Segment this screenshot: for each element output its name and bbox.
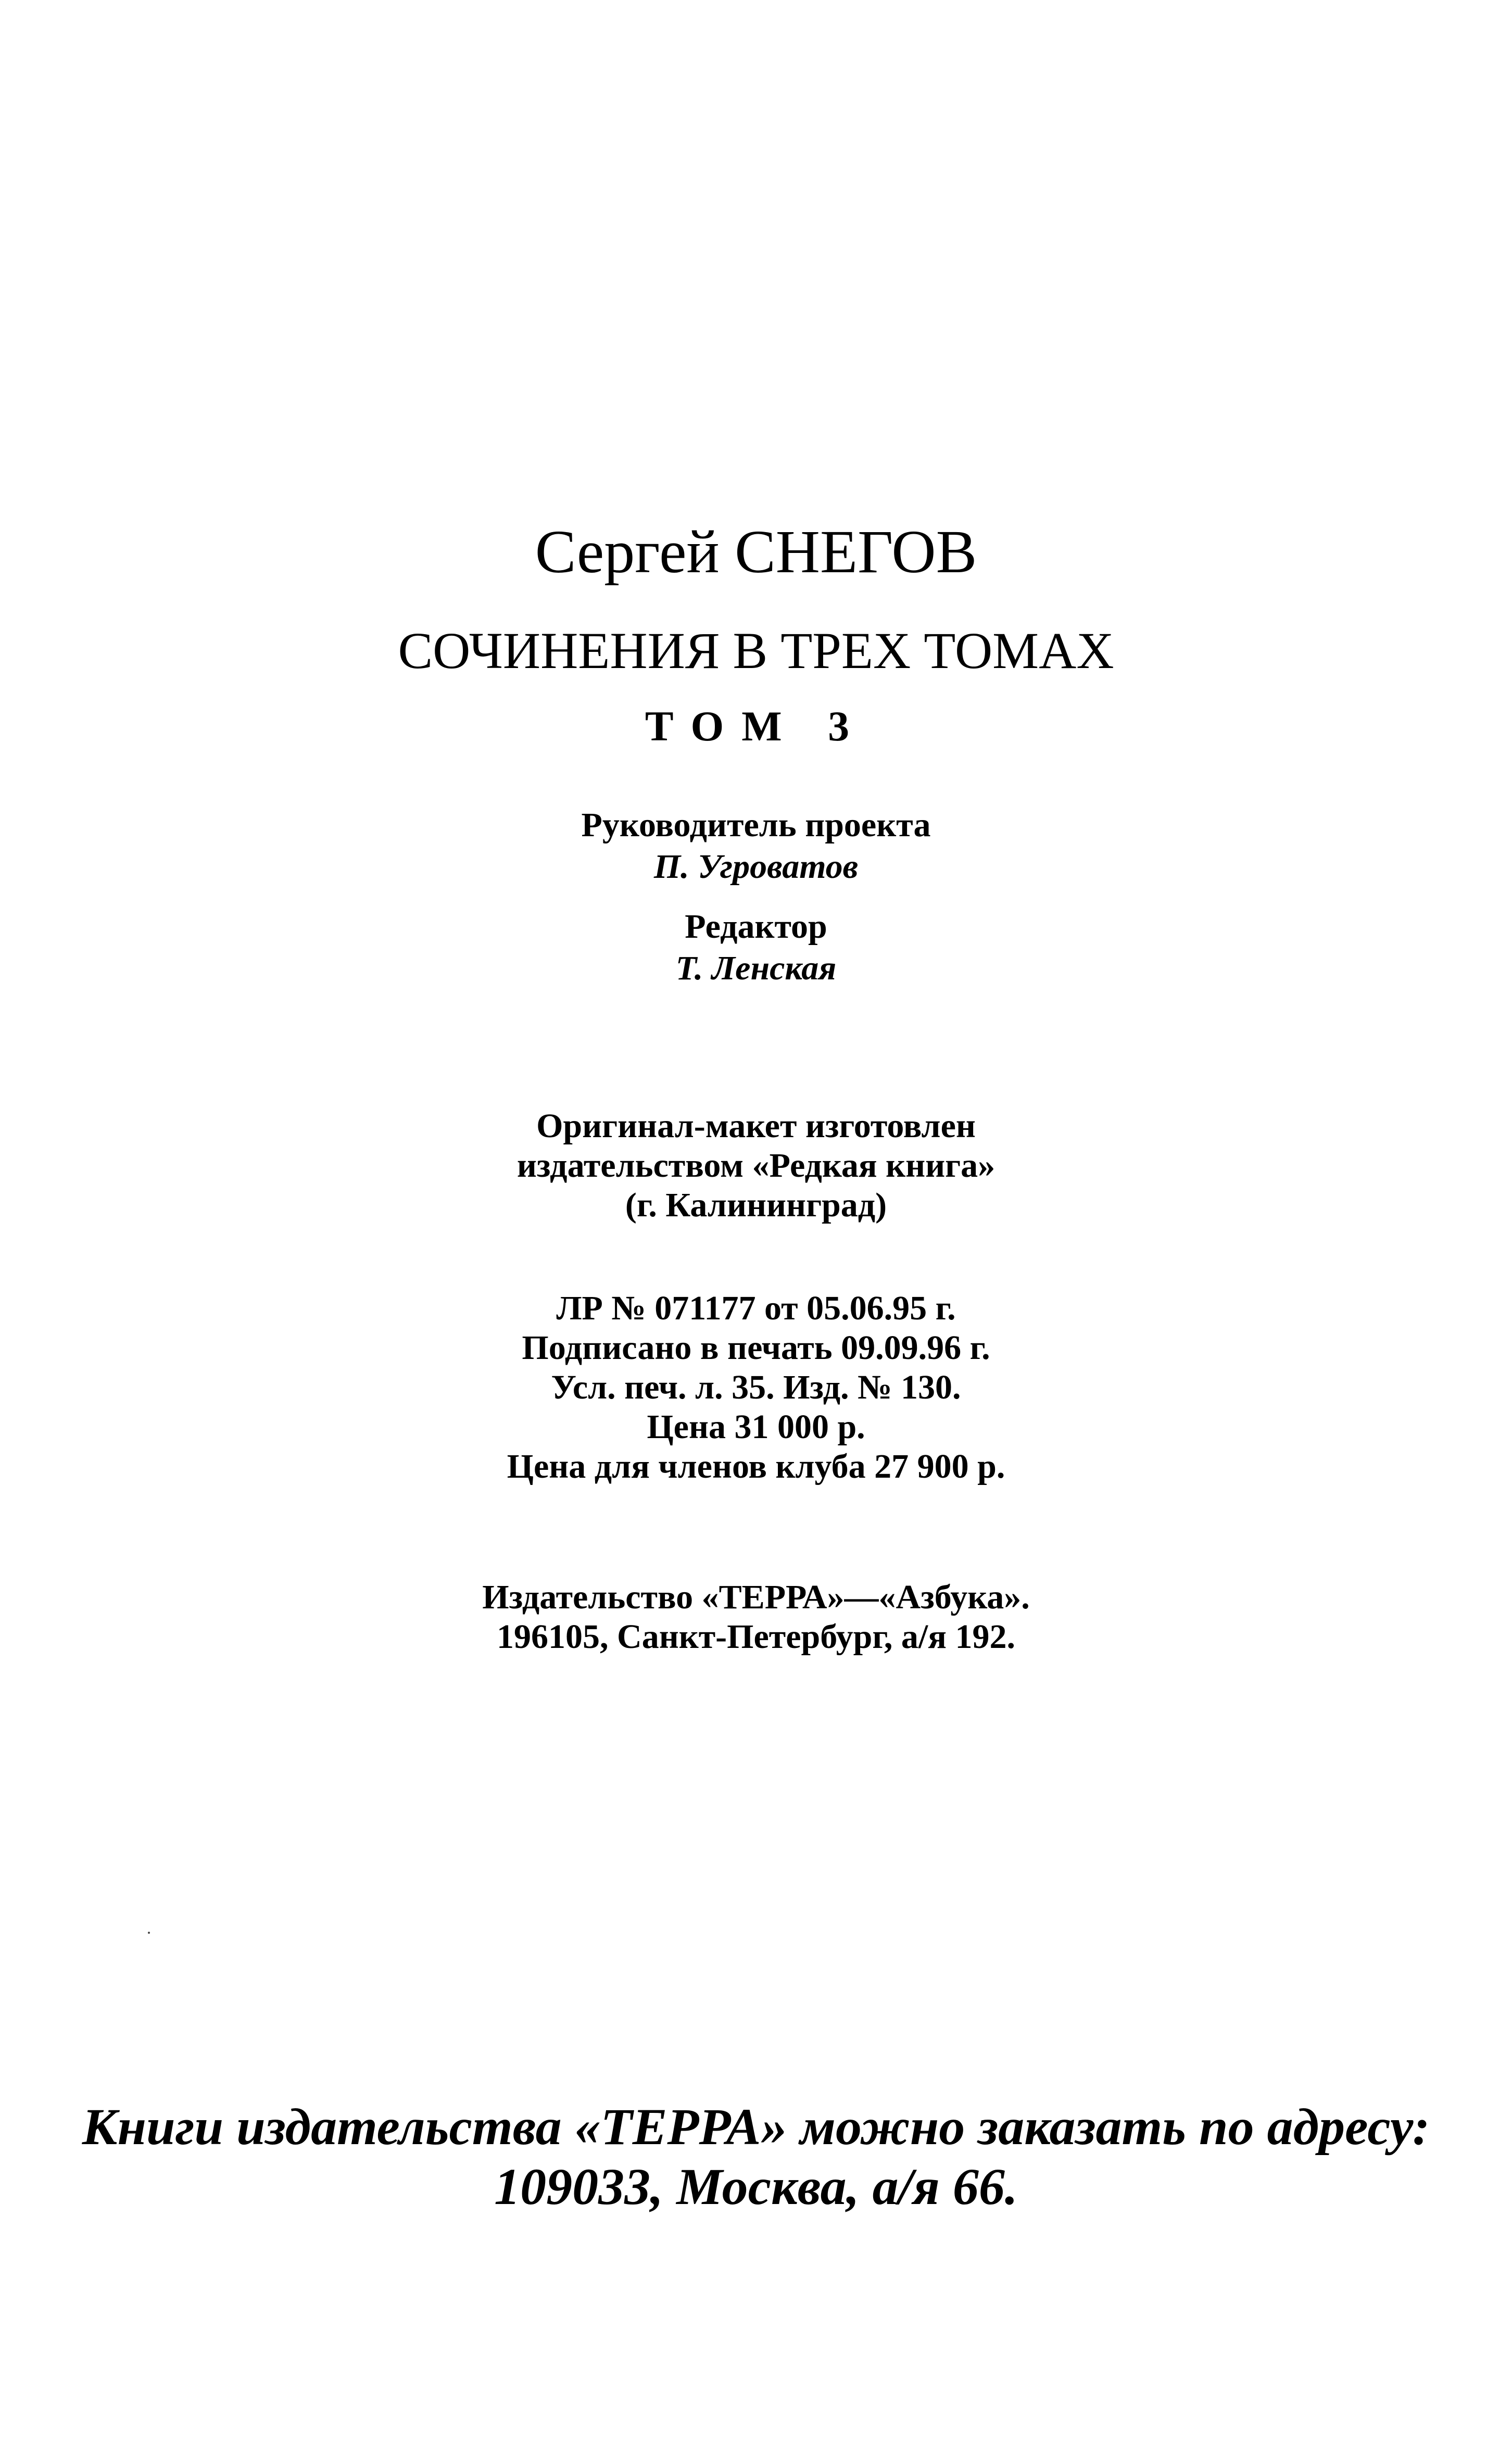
author-name: Сергей СНЕГОВ [535, 518, 977, 586]
imprint-line: Усл. печ. л. 35. Изд. № 130. [551, 1368, 961, 1406]
publisher-line: Издательство «ТЕРРА»—«Азбука». [482, 1578, 1030, 1616]
layout-note-line: издательством «Редкая книга» [516, 1147, 996, 1185]
imprint-line: Цена для членов клуба 27 900 р. [507, 1447, 1005, 1485]
layout-note-line: Оригинал-макет изготовлен [536, 1107, 976, 1145]
layout-note-line: (г. Калининград) [625, 1186, 887, 1224]
work-title: СОЧИНЕНИЯ В ТРЕХ ТОМАХ [398, 622, 1114, 679]
order-note-line: 109033, Москва, а/я 66. [494, 2158, 1018, 2215]
imprint-line: Подписано в печать 09.09.96 г. [522, 1329, 990, 1367]
editor-role: Редактор [685, 908, 827, 946]
imprint-line: Цена 31 000 р. [647, 1408, 865, 1446]
imprint-line: ЛР № 071177 от 05.06.95 г. [556, 1289, 956, 1327]
project-lead-name: П. Угроватов [653, 848, 859, 886]
project-lead-role: Руководитель проекта [581, 806, 931, 844]
volume-label: ТОМ 3 [645, 702, 867, 750]
order-note-line: Книги издательства «ТЕРРА» можно заказать по адресу: [82, 2098, 1430, 2156]
print-speck [148, 1932, 150, 1934]
editor-name: Т. Ленская [675, 949, 837, 987]
publisher-line: 196105, Санкт-Петербург, а/я 192. [497, 1618, 1015, 1656]
